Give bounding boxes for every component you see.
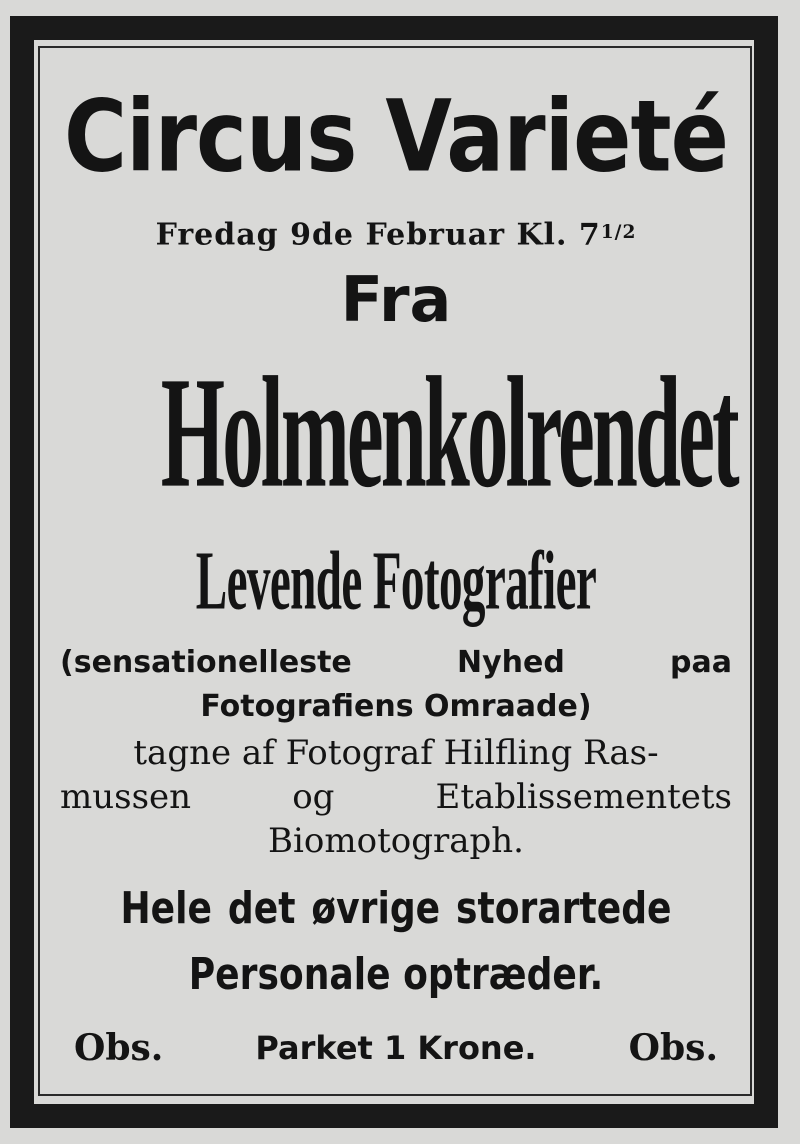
- description-word: Nyhed: [456, 645, 565, 680]
- date-fraction: 1/2: [600, 222, 637, 243]
- footer-obs-left: Obs.: [74, 1027, 164, 1069]
- description-line-4: [60, 774, 732, 820]
- description-word: Etablissementets: [435, 777, 732, 817]
- closing-word: storartede: [456, 883, 672, 934]
- description-word: mussen: [60, 777, 192, 817]
- description-word: (sensationelleste: [60, 645, 352, 680]
- event-title: Holmenkolrendet: [160, 343, 737, 521]
- description-word: paa: [670, 645, 732, 680]
- closing-word: øvrige: [311, 883, 441, 934]
- description-line-3: tagne af Fotograf Hilfling Ras-: [133, 733, 659, 773]
- fra-heading: Fra: [340, 263, 452, 336]
- description-line-1: [60, 640, 732, 686]
- advert-title: Circus Varieté: [64, 79, 728, 195]
- description-line-2: Fotografiens Omraade): [200, 689, 592, 724]
- footer-price: Parket 1 Krone.: [255, 1029, 537, 1067]
- advert-content: [60, 58, 737, 1098]
- closing-word: det: [227, 883, 296, 934]
- description-line-5: Biomotograph.: [268, 821, 524, 861]
- footer-line: [60, 1020, 732, 1076]
- date-text: Fredag 9de Februar Kl. 7: [155, 217, 601, 253]
- date-line: [60, 208, 732, 258]
- closing-line-1: [120, 876, 671, 942]
- closing-word: Hele: [120, 883, 212, 934]
- closing-line-2: Personale optræder.: [188, 949, 604, 1000]
- description-word: og: [292, 777, 335, 817]
- event-subtitle: Levende Fotografier: [195, 534, 597, 628]
- footer-obs-right: Obs.: [628, 1027, 718, 1069]
